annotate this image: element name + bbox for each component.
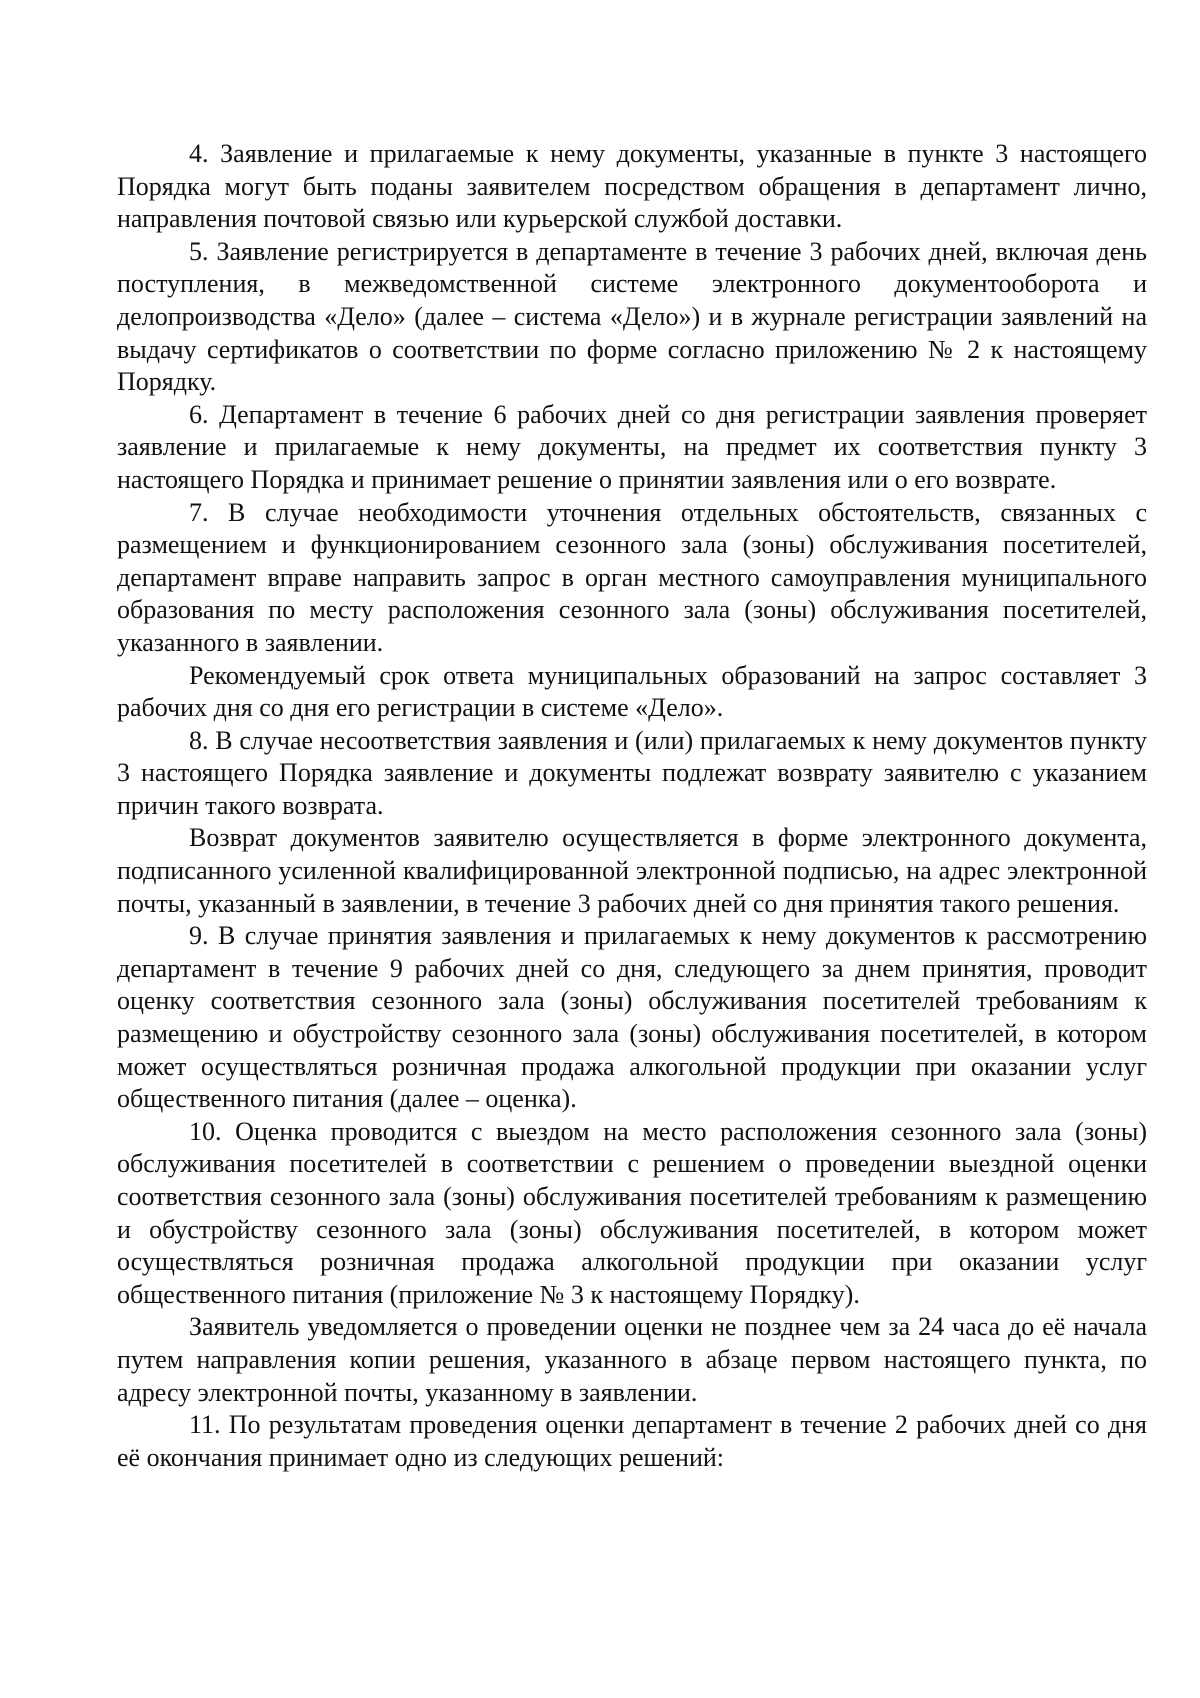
paragraph-item-10-notification: Заявитель уведомляется о проведении оценки не позднее чем за 24 часа до её начала путем направления копии решения, указанного в абзаце первом настоящего пункта, по адресу электронной почты, указанному в заявлении. (117, 1312, 1147, 1407)
paragraph-item-10: 10. Оценка проводится с выездом на место расположения сезонного зала (зоны) обслуживания посетителей в соответствии с решением о проведении выездной оценки соответствия сезонного зала (зоны) обслуживания посетителей требованиям к размещению и обустройству сезонного зала (зоны) обслуживания посетителей, в котором может осуществляться розничная продажа алкогольной продукции при оказании услуг общественного питания (приложение № 3 к настоящему Порядку). (117, 1116, 1147, 1309)
paragraph-item-7: 7. В случае необходимости уточнения отдельных обстоятельств, связанных с размещением и функционированием сезонного зала (зоны) обслуживания посетителей, департамент вправе направить запрос в орган местного самоуправления муниципального образования по месту расположения сезонного зала (зоны) обслуживания посетителей, указанного в заявлении. (117, 497, 1147, 657)
paragraph-item-9: 9. В случае принятия заявления и прилагаемых к нему документов к рассмотрению департамент в течение 9 рабочих дней со дня, следующего за днем принятия, проводит оценку соответствия сезонного зала (зоны) обслуживания посетителей требованиям к размещению и обустройству сезонного зала (зоны) обслуживания посетителей, в котором может осуществляться розничная продажа алкогольной продукции при оказании услуг общественного питания (далее – оценка). (117, 921, 1147, 1114)
paragraph-item-5: 5. Заявление регистрируется в департаменте в течение 3 рабочих дней, включая день поступления, в межведомственной системе электронного документооборота и делопроизводства «Дело» (далее – система «Дело») и в журнале регистрации заявлений на выдачу сертификатов о соответствии по форме согласно приложению № 2 к настоящему Порядку. (117, 236, 1147, 397)
paragraph-item-8-return: Возврат документов заявителю осуществляется в форме электронного документа, подписанного усиленной квалифицированной электронной подписью, на адрес электронной почты, указанный в заявлении, в течение 3 рабочих дней со дня принятия такого решения. (117, 823, 1147, 918)
paragraph-item-6: 6. Департамент в течение 6 рабочих дней со дня регистрации заявления проверяет заявление и прилагаемые к нему документы, на предмет их соответствия пункту 3 настоящего Порядка и принимает решение о принятии заявления или о его возврате. (117, 399, 1147, 494)
paragraph-item-11: 11. По результатам проведения оценки департамент в течение 2 рабочих дней со дня её окончания принимает одно из следующих решений: (117, 1410, 1147, 1472)
paragraph-item-4: 4. Заявление и прилагаемые к нему документы, указанные в пункте 3 настоящего Порядка могут быть поданы заявителем посредством обращения в департамент лично, направления почтовой связью или курьерской службой доставки. (117, 139, 1147, 234)
document-page (117, 138, 1147, 1474)
paragraph-item-8: 8. В случае несоответствия заявления и (или) прилагаемых к нему документов пункту 3 настоящего Порядка заявление и документы подлежат возврату заявителю с указанием причин такого возврата. (117, 725, 1147, 820)
paragraph-item-7-response-term: Рекомендуемый срок ответа муниципальных образований на запрос составляет 3 рабочих дня со дня его регистрации в системе «Дело». (117, 660, 1147, 723)
